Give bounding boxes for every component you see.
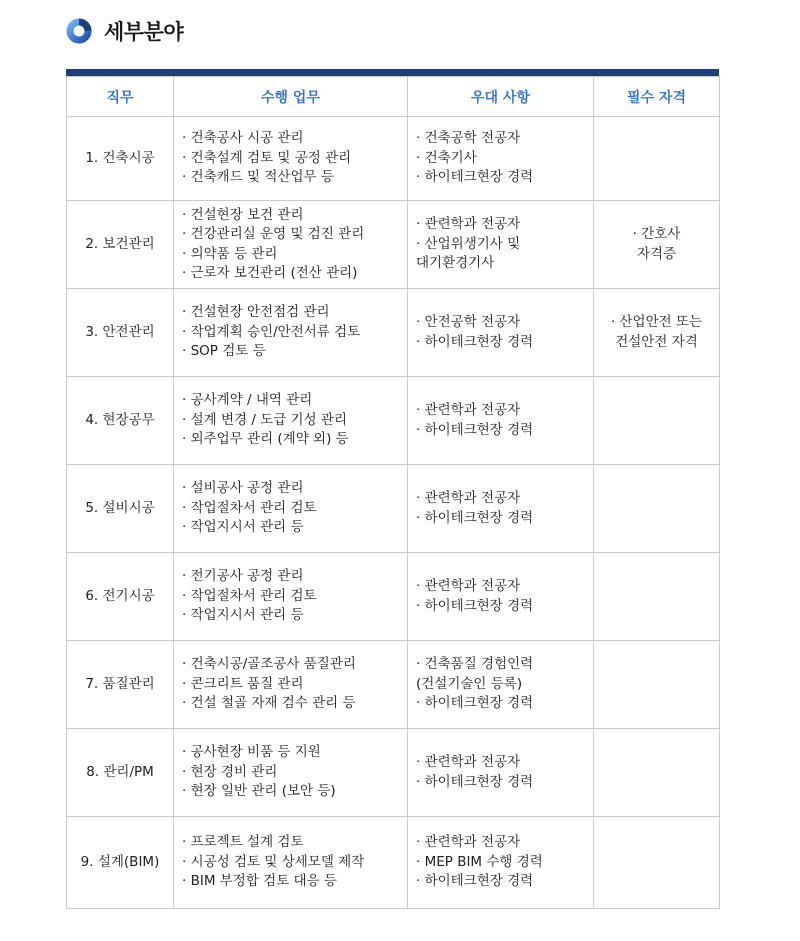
duties-line: · 전기공사 공정 관리 xyxy=(182,568,304,585)
preferred-line: · 관련학과 전공자 xyxy=(416,834,521,851)
duties-line: · SOP 검토 등 xyxy=(182,343,266,360)
duties-line: · 프로젝트 설계 검토 xyxy=(182,834,304,851)
column-header-preferred: 우대 사항 xyxy=(408,77,594,117)
table-row xyxy=(67,289,720,377)
duties-line: · 공사계약 / 내역 관리 xyxy=(182,392,313,409)
preferred-cell xyxy=(408,729,594,817)
preferred-line: · 건축품질 경험인력 xyxy=(416,656,534,673)
required-cell xyxy=(594,729,720,817)
preferred-line: · 하이테크현장 경력 xyxy=(416,773,534,790)
duties-line: · 설계 변경 / 도급 기성 관리 xyxy=(182,411,347,428)
duties-line: · 건축시공/골조공사 품질관리 xyxy=(182,656,356,673)
preferred-cell xyxy=(408,817,594,909)
preferred-cell xyxy=(408,553,594,641)
section-title: 세부분야 xyxy=(104,20,184,44)
preferred-line: · 관련학과 전공자 xyxy=(416,216,521,233)
required-line: 건설안전 자격 xyxy=(615,333,698,350)
required-cell xyxy=(594,289,720,377)
required-cell xyxy=(594,641,720,729)
required-cell xyxy=(594,117,720,201)
duties-cell xyxy=(174,641,408,729)
preferred-cell xyxy=(408,289,594,377)
duties-line: · 작업계획 승인/안전서류 검토 xyxy=(182,323,361,340)
duties-line: · 공사현장 비품 등 지원 xyxy=(182,744,321,761)
preferred-line: · 건축공학 전공자 xyxy=(416,130,521,147)
duties-line: · 근로자 보건관리 (전산 관리) xyxy=(182,265,358,281)
preferred-line: · 하이테크현장 경력 xyxy=(416,597,534,614)
duties-line: · 건설현장 보건 관리 xyxy=(182,206,304,223)
preferred-line: · 하이테크현장 경력 xyxy=(416,509,534,526)
duties-cell xyxy=(174,729,408,817)
preferred-line: · 하이테크현장 경력 xyxy=(416,421,534,438)
duties-line: · 건축공사 시공 관리 xyxy=(182,130,304,147)
preferred-cell xyxy=(408,377,594,465)
duties-line: · BIM 부정합 검토 대응 등 xyxy=(182,873,337,890)
job-cell: 1. 건축시공 xyxy=(67,117,174,201)
required-line: 자격증 xyxy=(636,245,677,262)
blue-ring-icon xyxy=(66,18,92,44)
duties-line: · 현장 경비 관리 xyxy=(182,763,278,780)
table-row xyxy=(67,465,720,553)
required-cell xyxy=(594,817,720,909)
column-header-required: 필수 자격 xyxy=(594,77,720,117)
preferred-cell xyxy=(408,201,594,289)
preferred-line: (건설기술인 등록) xyxy=(416,675,523,692)
preferred-line: · 관련학과 전공자 xyxy=(416,578,521,594)
table-row xyxy=(67,817,720,909)
table-row xyxy=(67,201,720,289)
duties-line: · 작업지시서 관리 등 xyxy=(182,519,304,536)
table-row xyxy=(67,553,720,641)
duties-line: · 콘크리트 품질 관리 xyxy=(182,675,304,692)
duties-line: · 작업절차서 관리 검토 xyxy=(182,587,317,604)
duties-cell xyxy=(174,289,408,377)
preferred-cell xyxy=(408,465,594,553)
duties-line: · 건축캐드 및 적산업무 등 xyxy=(182,169,334,186)
duties-line: · 건축설계 검토 및 공정 관리 xyxy=(182,149,352,166)
required-line: · 산업안전 또는 xyxy=(610,314,703,330)
required-cell xyxy=(594,377,720,465)
duties-line: · 현장 일반 관리 (보안 등) xyxy=(182,783,336,800)
table-row xyxy=(67,729,720,817)
section-header xyxy=(66,15,183,47)
table-row xyxy=(67,641,720,729)
preferred-line: · 안전공학 전공자 xyxy=(416,314,521,330)
column-header-duties: 수행 업무 xyxy=(174,77,408,117)
preferred-line: · 하이테크현장 경력 xyxy=(416,169,534,186)
duties-line: · 작업지시서 관리 등 xyxy=(182,607,304,624)
required-cell xyxy=(594,553,720,641)
duties-cell xyxy=(174,377,408,465)
job-cell: 9. 설계(BIM) xyxy=(67,817,174,909)
duties-cell xyxy=(174,817,408,909)
duties-line: · 건강관리실 운영 및 검진 관리 xyxy=(182,226,365,242)
preferred-cell xyxy=(408,117,594,201)
job-cell: 8. 관리/PM xyxy=(67,729,174,817)
table-row xyxy=(67,377,720,465)
duties-cell xyxy=(174,465,408,553)
duties-line: · 작업절차서 관리 검토 xyxy=(182,499,317,516)
duties-line: · 건설현장 안전점검 관리 xyxy=(182,304,330,321)
table-row xyxy=(67,117,720,201)
preferred-line: · 관련학과 전공자 xyxy=(416,490,521,506)
table-top-bar xyxy=(66,69,719,76)
duties-line: · 의약품 등 관리 xyxy=(182,245,278,262)
job-cell: 5. 설비시공 xyxy=(67,465,174,553)
duties-cell xyxy=(174,201,408,289)
job-cell: 4. 현장공무 xyxy=(67,377,174,465)
preferred-line: · 하이테크현장 경력 xyxy=(416,333,534,350)
duties-line: · 시공성 검토 및 상세모델 제작 xyxy=(182,853,365,870)
job-cell: 7. 품질관리 xyxy=(67,641,174,729)
duties-line: · 건설 철골 자재 검수 관리 등 xyxy=(182,695,356,712)
duties-table xyxy=(66,76,720,909)
preferred-cell xyxy=(408,641,594,729)
preferred-line: · 관련학과 전공자 xyxy=(416,754,521,770)
duties-line: · 설비공사 공정 관리 xyxy=(182,480,304,497)
duties-cell xyxy=(174,553,408,641)
duties-cell xyxy=(174,117,408,201)
preferred-line: · MEP BIM 수행 경력 xyxy=(416,853,543,870)
preferred-line: · 하이테크현장 경력 xyxy=(416,695,534,712)
required-cell xyxy=(594,201,720,289)
preferred-line: · 하이테크현장 경력 xyxy=(416,873,534,890)
preferred-line: · 관련학과 전공자 xyxy=(416,402,521,418)
preferred-line: 대기환경기사 xyxy=(416,255,495,272)
preferred-line: · 건축기사 xyxy=(416,149,477,166)
duties-line: · 외주업무 관리 (계약 외) 등 xyxy=(182,431,349,448)
preferred-line: · 산업위생기사 및 xyxy=(416,235,521,252)
job-cell: 6. 전기시공 xyxy=(67,553,174,641)
job-cell: 3. 안전관리 xyxy=(67,289,174,377)
required-line: · 간호사 xyxy=(632,226,681,242)
required-cell xyxy=(594,465,720,553)
column-header-job: 직무 xyxy=(67,77,174,117)
table-header-row xyxy=(67,77,720,117)
job-cell: 2. 보건관리 xyxy=(67,201,174,289)
